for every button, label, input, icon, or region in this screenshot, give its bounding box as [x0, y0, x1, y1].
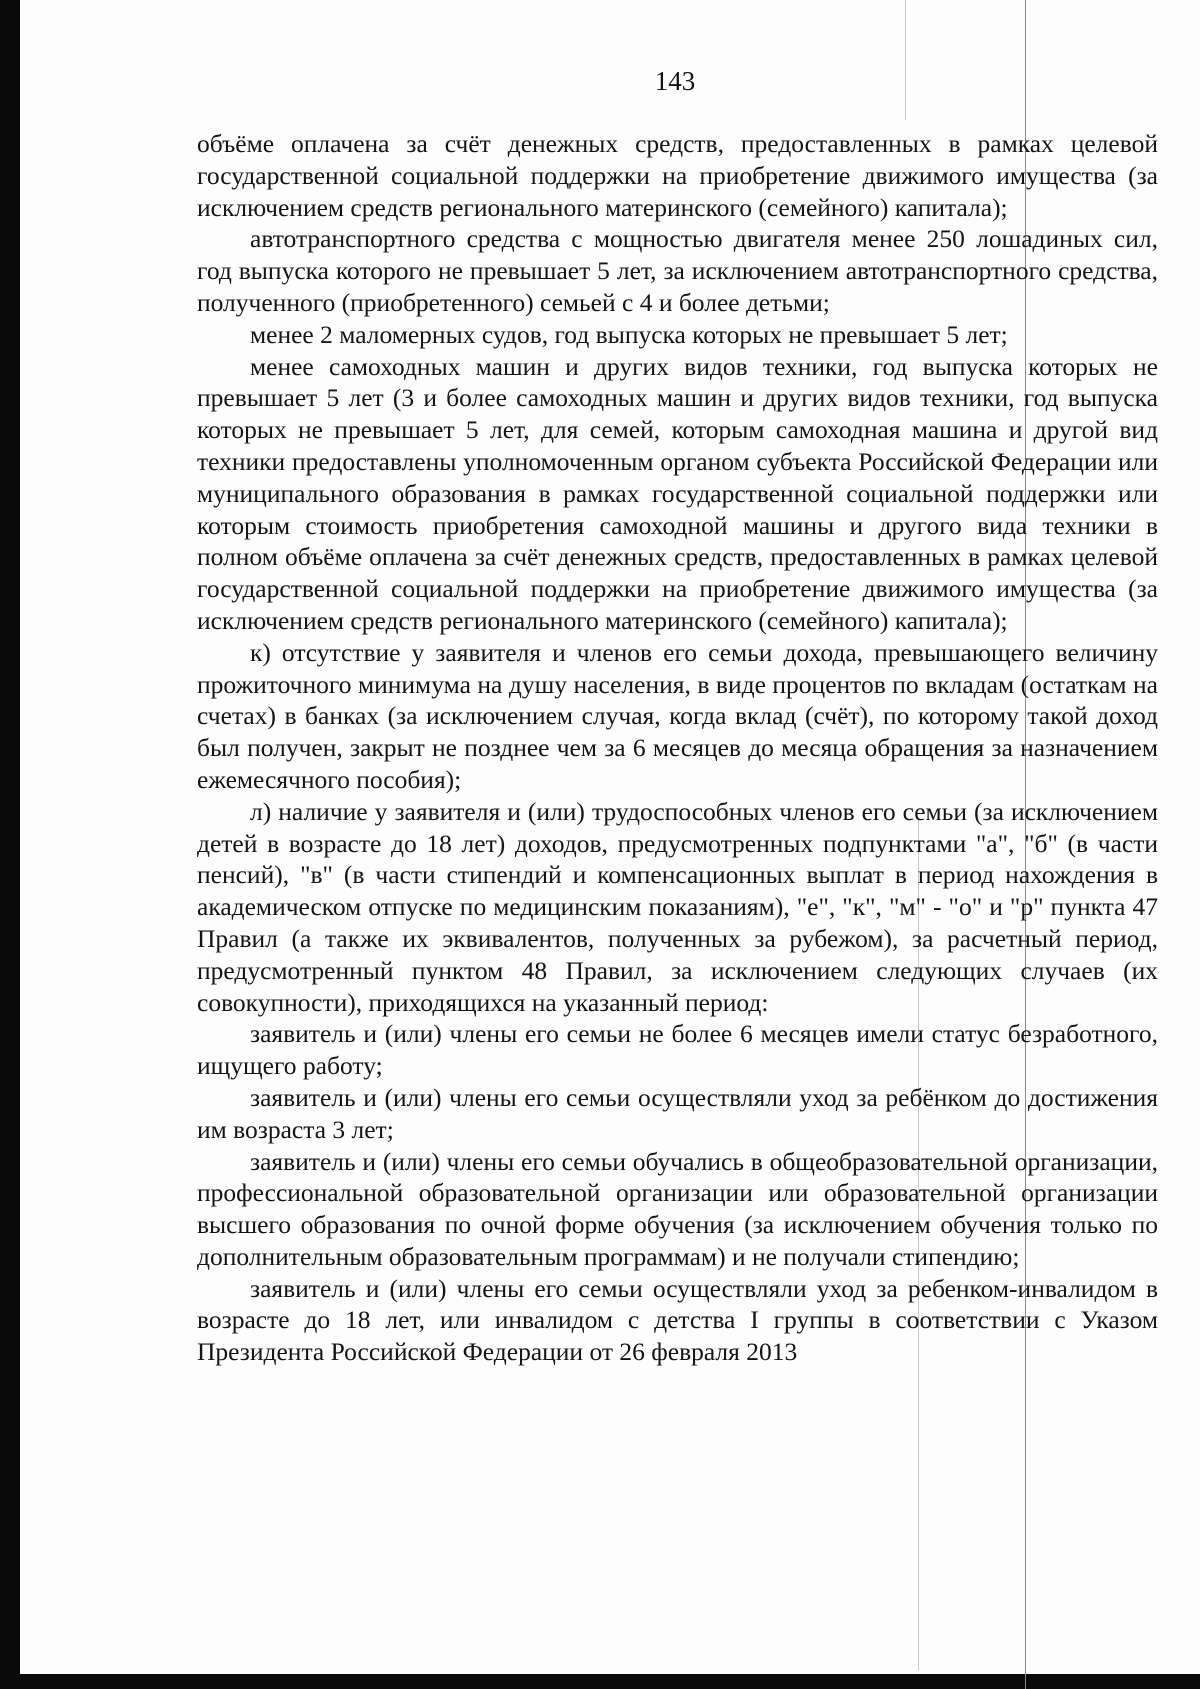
page-number: 143	[654, 66, 696, 96]
document-body	[197, 128, 1158, 1368]
paragraph: заявитель и (или) члены его семьи обучались в общеобразовательной организации, профессиональной образовательной организации или образовательной организации высшего образования по очной форме обучения (за исключением обучения только по дополнительным образовательным программам) и не получали стипендию;	[197, 1146, 1158, 1271]
scan-bottom-border	[0, 1674, 1200, 1689]
paragraph: менее 2 маломерных судов, год выпуска которых не превышает 5 лет;	[250, 319, 1008, 349]
paragraph: к) отсутствие у заявителя и членов его семьи дохода, превышающего величину прожиточного минимума на душу населения, в виде процентов по вкладам (остаткам на счетах) в банках (за исключением случая, когда вклад (счёт), по которому такой доход был получен, закрыт не позднее чем за 6 месяцев до месяца обращения за назначением ежемесячного пособия);	[197, 637, 1158, 794]
paragraph: заявитель и (или) члены его семьи не более 6 месяцев имели статус безработного, ищущего работу;	[197, 1019, 1158, 1081]
paragraph: менее самоходных машин и других видов техники, год выпуска которых не превышает 5 лет (3 и более самоходных машин и других видов техники, год выпуска которых не превышает 5 лет, для семей, которым самоходная машина и другой вид техники предоставлены уполномоченным органом субъекта Российской Федерации или муниципального образования в рамках государственной социальной поддержки или которым стоимость приобретения самоходной машины и другого вида техники в полном объёме оплачена за счёт денежных средств, предоставленных в рамках целевой государственной социальной поддержки на приобретение движимого имущества (за исключением средств регионального материнского (семейного) капитала);	[197, 351, 1158, 635]
paragraph: автотранспортного средства с мощностью двигателя менее 250 лошадиных сил, год выпуска которого не превышает 5 лет, за исключением автотранспортного средства, полученного (приобретенного) семьей с 4 и более детьми;	[197, 224, 1158, 317]
scan-artifact-line	[905, 0, 906, 120]
paragraph: заявитель и (или) члены его семьи осуществляли уход за ребёнком до достижения им возраста 3 лет;	[197, 1082, 1158, 1144]
paragraph: л) наличие у заявителя и (или) трудоспособных членов его семьи (за исключением детей в возрасте до 18 лет) доходов, предусмотренных подпунктами "а", "б" (в части пенсий), "в" (в части стипендий и компенсационных выплат в период нахождения в академическом отпуске по медицинским показаниям), "е", "к", "м" - "о" и "р" пункта 47 Правил (а также их эквивалентов, полученных за рубежом), за расчетный период, предусмотренный пунктом 48 Правил, за исключением следующих случаев (их совокупности), приходящихся на указанный период:	[197, 796, 1158, 1017]
paragraph: объёме оплачена за счёт денежных средств, предоставленных в рамках целевой государственной социальной поддержки на приобретение движимого имущества (за исключением средств регионального материнского (семейного) капитала);	[197, 129, 1158, 222]
paragraph: заявитель и (или) члены его семьи осуществляли уход за ребенком-инвалидом в возрасте до 18 лет, или инвалидом с детства I группы в соответствии с Указом Президента Российской Федерации от 26 февраля 2013	[197, 1273, 1158, 1367]
scan-left-border	[0, 0, 20, 1689]
